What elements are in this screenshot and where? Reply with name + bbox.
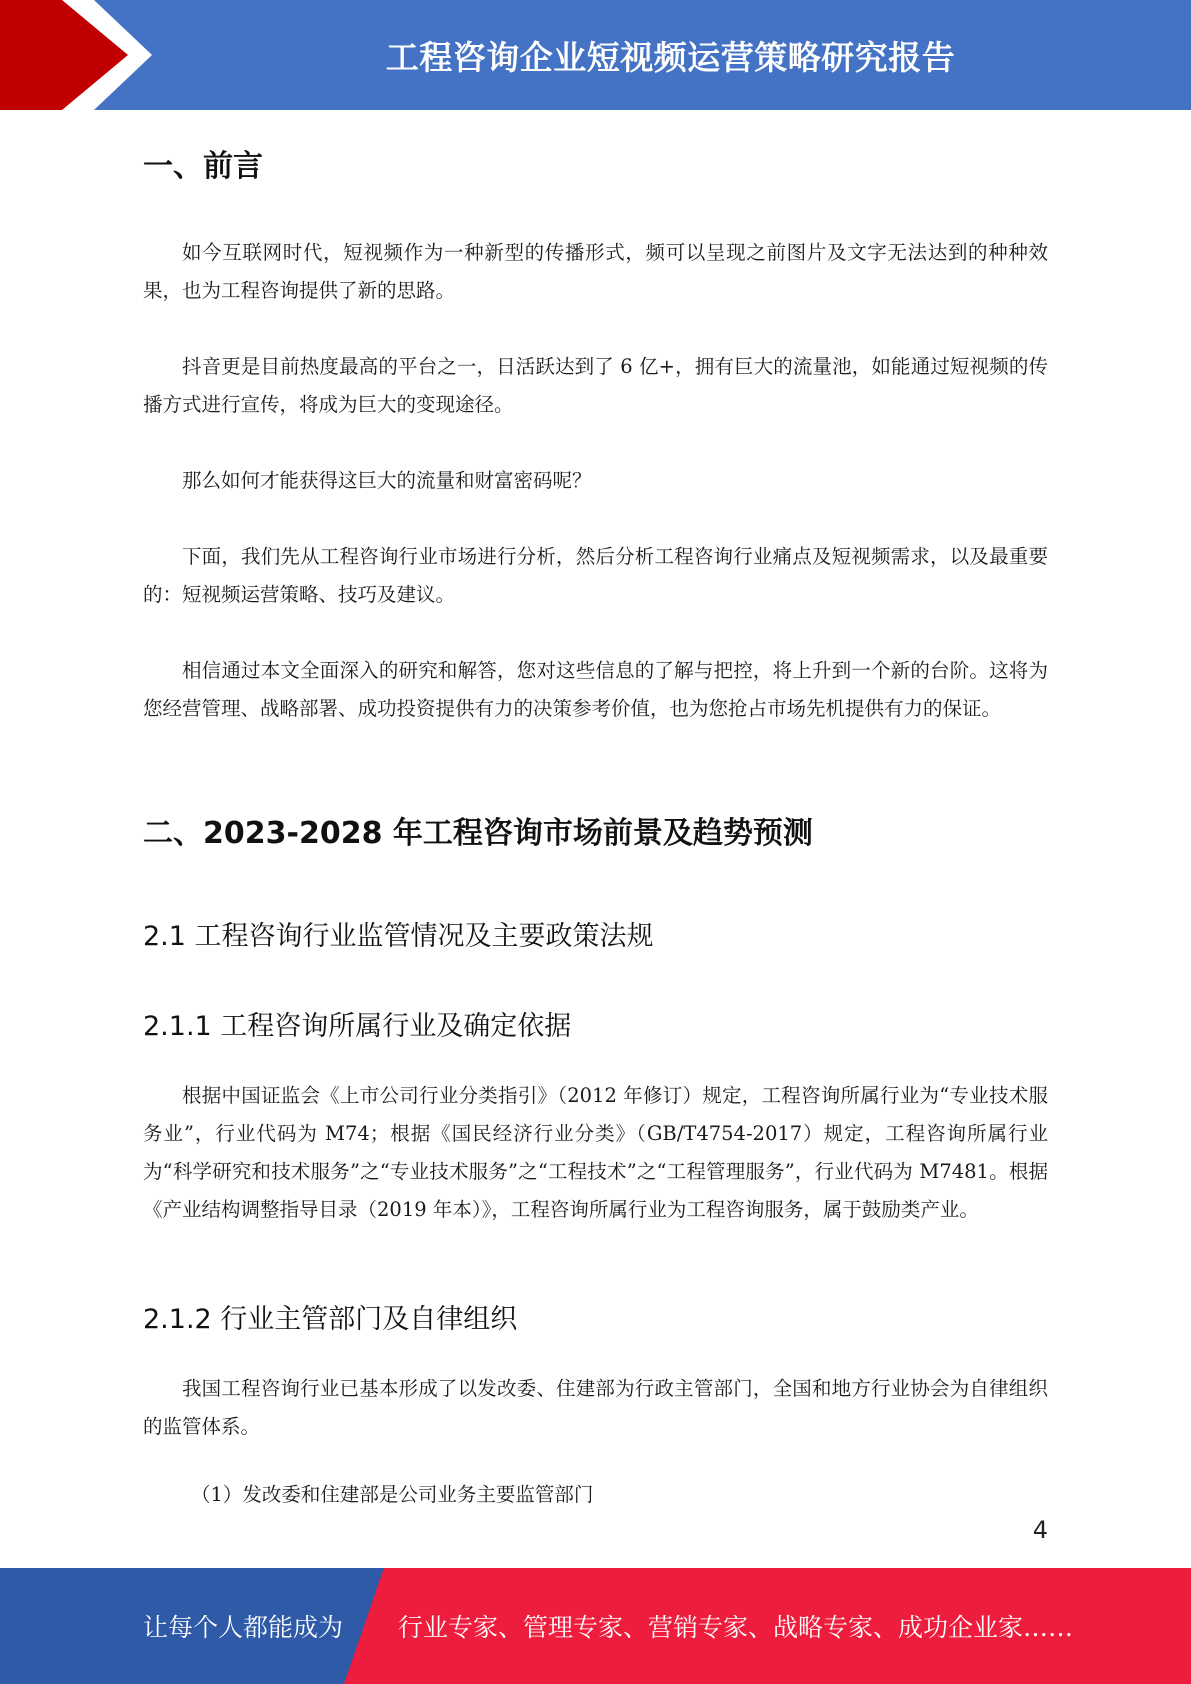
- footer-slogan-left: 让每个人都能成为: [143, 1613, 344, 1642]
- subsection-heading-regulation: 2.1 工程咨询行业监管情况及主要政策法规: [143, 921, 654, 952]
- section-heading-preface: 一、前言: [143, 149, 263, 184]
- footer-slogan-right: 行业专家、管理专家、营销专家、战略专家、成功企业家……: [398, 1613, 1074, 1642]
- paragraph: 根据中国证监会《上市公司行业分类指引》（2012 年修订）规定，工程咨询所属行业为“专业技术服务业”，行业代码为 M74；根据《国民经济行业分类》（GB/T4754-2017）规定，工程咨询所属行业为“科学研究和技术服务”之“专业技术服务”之“工程技术”之“工程管理服务”，行业代码为 M7481。根据《产业结构调整指导目录（2019 年本）》，工程咨询所属行业为工程咨询服务，属于鼓励类产业。: [143, 1084, 1048, 1221]
- list-item: （1）发改委和住建部是公司业务主要监管部门: [191, 1483, 594, 1506]
- paragraph: 下面，我们先从工程咨询行业市场进行分析，然后分析工程咨询行业痛点及短视频需求，以及最重要的：短视频运营策略、技巧及建议。: [143, 545, 1048, 606]
- report-title: 工程咨询企业短视频运营策略研究报告: [385, 37, 956, 77]
- subsection-heading-industry-basis: 2.1.1 工程咨询所属行业及确定依据: [143, 1011, 572, 1042]
- paragraph: 抖音更是目前热度最高的平台之一，日活跃达到了 6 亿+，拥有巨大的流量池，如能通过短视频的传播方式进行宣传，将成为巨大的变现途径。: [143, 355, 1048, 416]
- subsection-heading-authorities: 2.1.2 行业主管部门及自律组织: [143, 1304, 518, 1335]
- paragraph: 相信通过本文全面深入的研究和解答，您对这些信息的了解与把控，将上升到一个新的台阶。这将为您经营管理、战略部署、成功投资提供有力的决策参考价值，也为您抢占市场先机提供有力的保证。: [143, 659, 1048, 720]
- paragraph: 我国工程咨询行业已基本形成了以发改委、住建部为行政主管部门，全国和地方行业协会为自律组织的监管体系。: [143, 1377, 1048, 1438]
- page-footer: [0, 1568, 1191, 1684]
- chevron-arrow-icon: [0, 0, 160, 110]
- page-header: [0, 0, 1191, 110]
- page-number: 4: [1032, 1516, 1048, 1544]
- paragraph: 如今互联网时代，短视频作为一种新型的传播形式，频可以呈现之前图片及文字无法达到的种种效果，也为工程咨询提供了新的思路。: [143, 241, 1048, 302]
- paragraph: 那么如何才能获得这巨大的流量和财富密码呢？: [182, 469, 592, 492]
- section-heading-market-forecast: 二、2023-2028 年工程咨询市场前景及趋势预测: [143, 816, 813, 851]
